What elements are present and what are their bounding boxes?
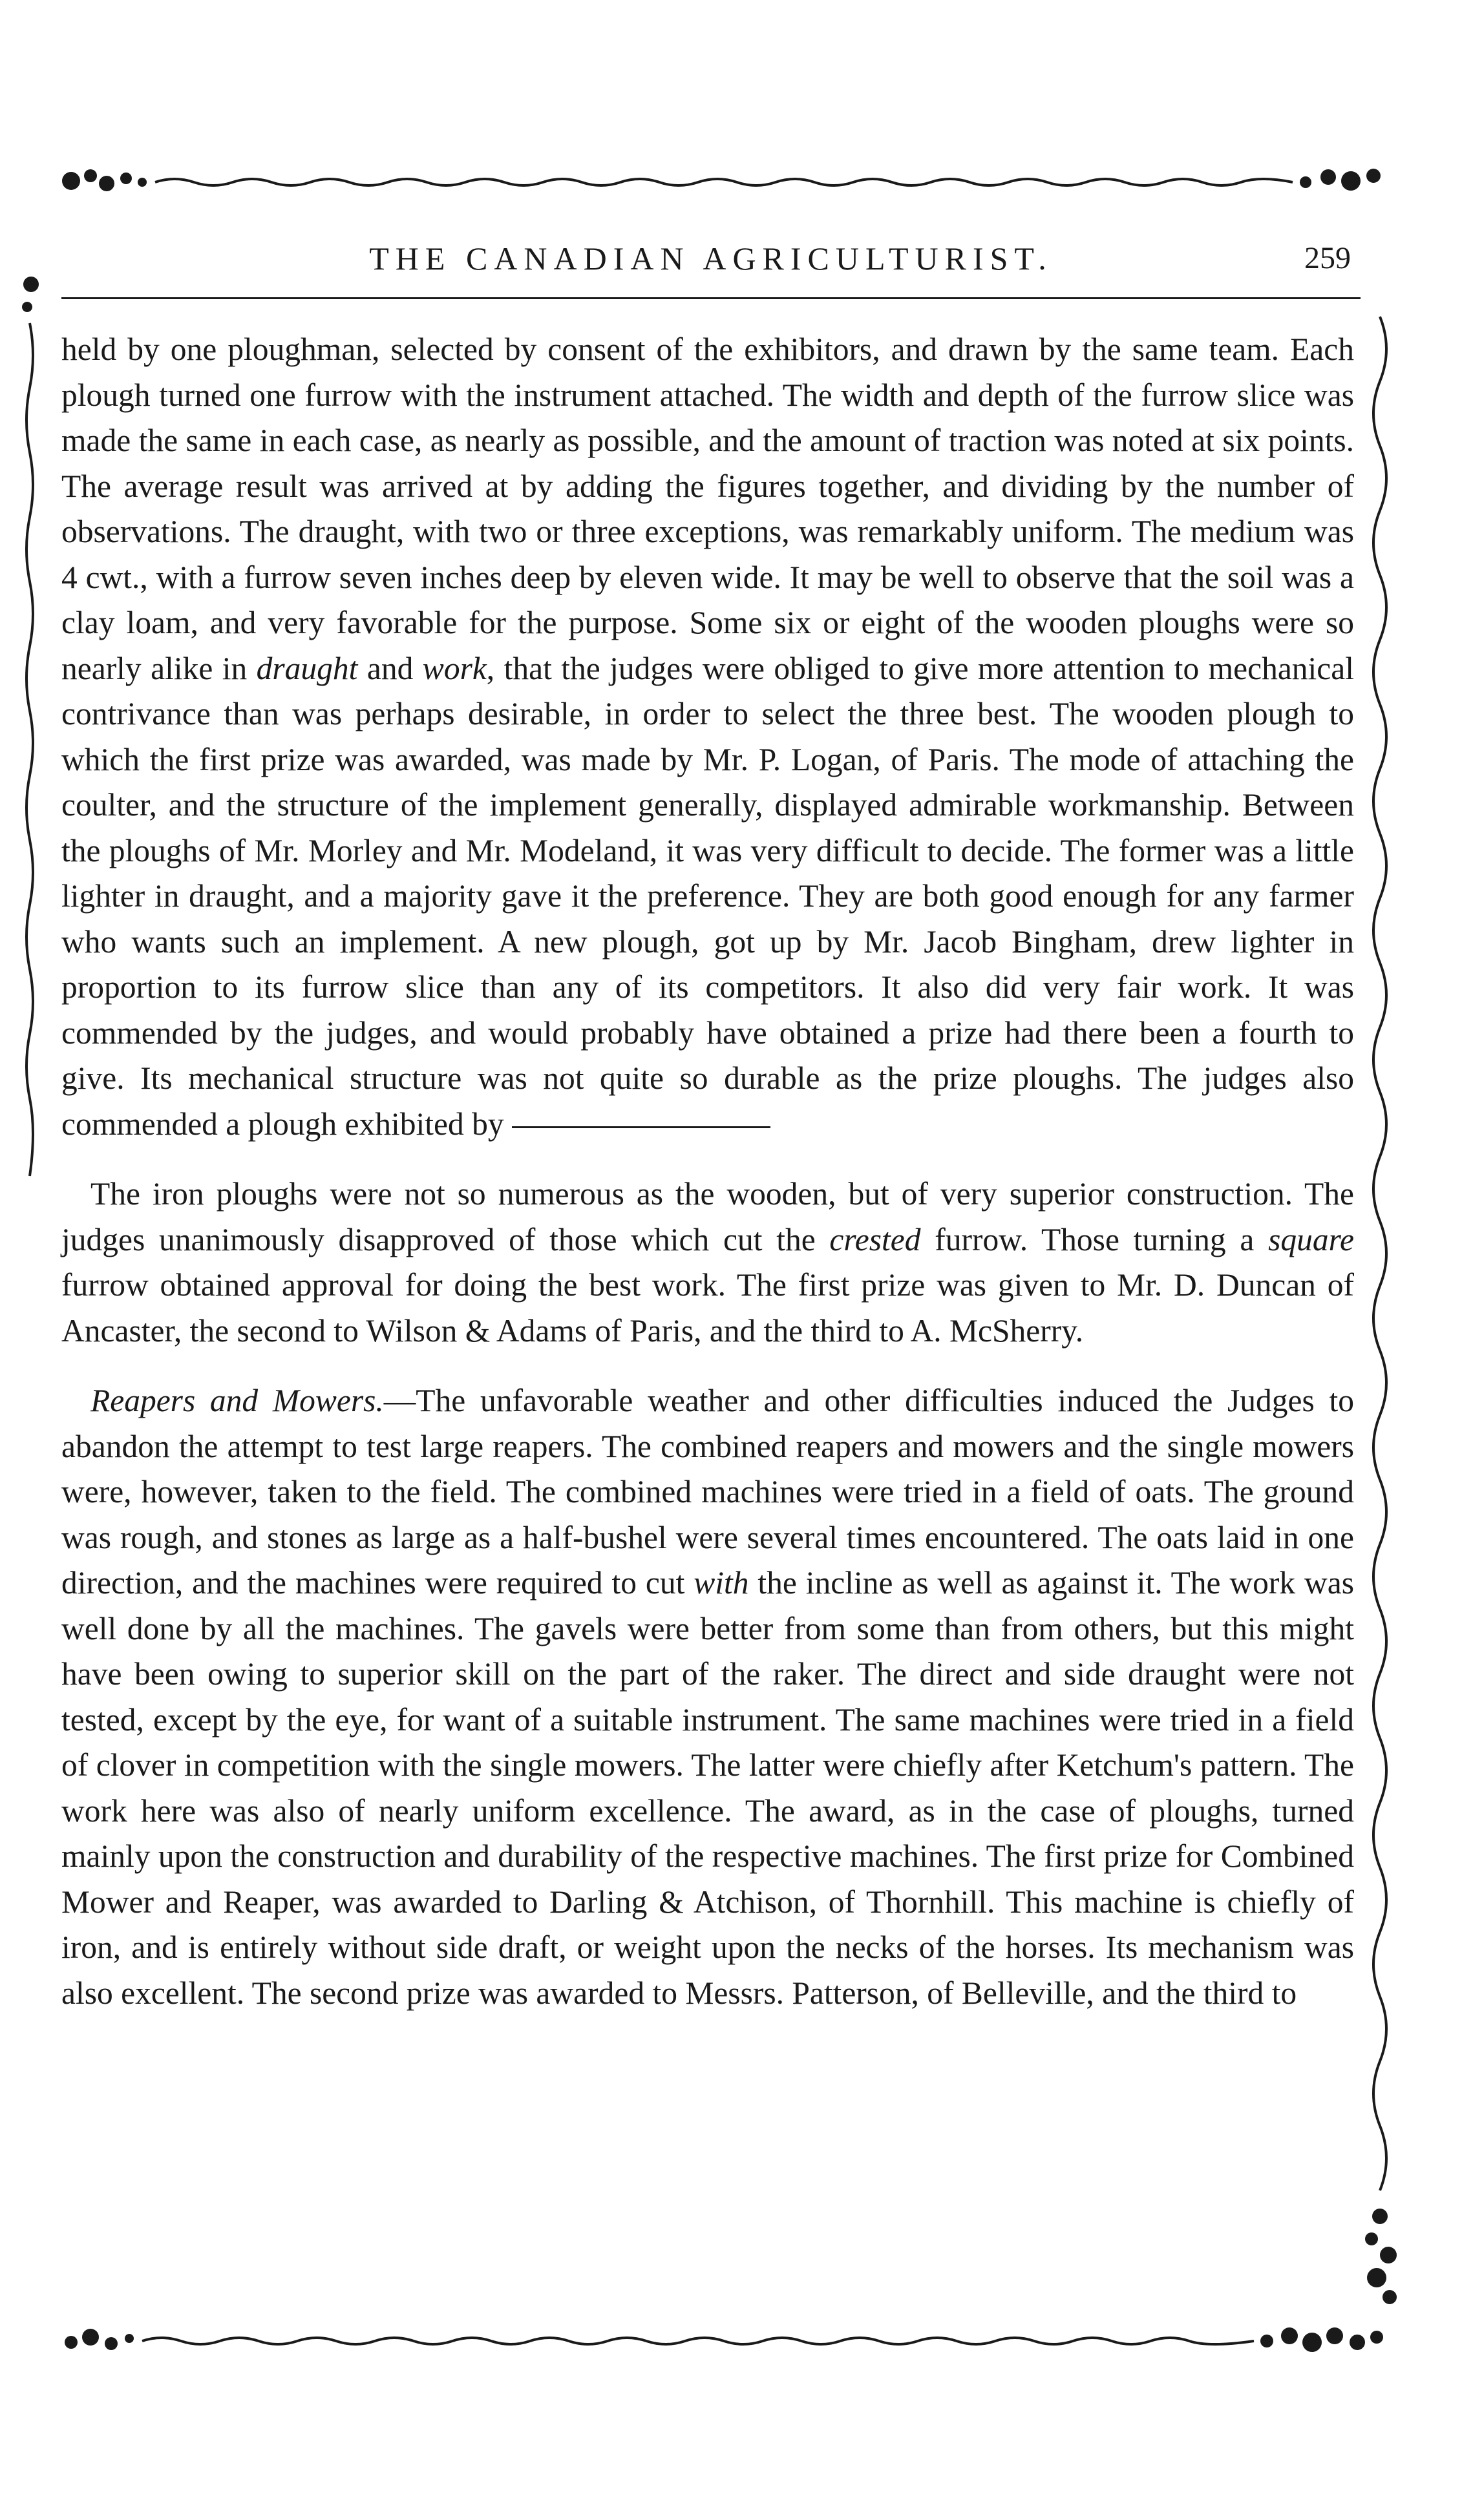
italic-term-draught: draught bbox=[256, 650, 358, 686]
text-run: furrow obtained approval for doing the best work. The first prize was given to Mr. D. Duncan of Ancaster, the second to Wilson & Adams of Paris, and the third to A. McSherry. bbox=[61, 1267, 1354, 1349]
left-ornament-border bbox=[12, 271, 50, 1189]
blank-dash-line bbox=[512, 1126, 770, 1128]
paragraph-reapers-mowers bbox=[61, 1378, 1354, 2016]
text-run: The iron ploughs were not so numerous as the wooden, but of very superior construction. The judges unanimously disapproved of those which cut the bbox=[61, 1176, 1354, 1257]
paragraph-ploughing-trial bbox=[61, 327, 1354, 1147]
italic-term-crested: crested bbox=[829, 1221, 921, 1257]
running-head bbox=[0, 233, 1462, 284]
text-run: and bbox=[357, 650, 423, 686]
text-run: the incline as well as against it. The work was well done by all the machines. The gavels were better from some than from others, but this might have been owing to superior skill on the part of the raker. The direct and side draught were not tested, except by the eye, for want of a suitable instrument. The same machines were tried in a field of clover in competition with the single mowers. The latter were chiefly after Ketchum's pattern. The work here was also of nearly uniform excellence. The award, as in the case of ploughs, turned mainly upon the construction and durability of the respective machines. The first prize for Combined Mower and Reaper, was awarded to Darling & Atchison, of Thornhill. This machine is chiefly of iron, and is entirely without side draft, or weight upon the necks of the horses. Its mechanism was also excellent. The second prize was awarded to Messrs. Patterson, of Belleville, and the third to bbox=[61, 1565, 1354, 2011]
page-number: 259 bbox=[1304, 241, 1351, 275]
running-title: THE CANADIAN AGRICULTURIST. bbox=[369, 240, 1053, 277]
italic-term-with: with bbox=[694, 1565, 749, 1601]
text-run: , that the judges were obliged to give more attention to mechanical contrivance than was perhaps desirable, in order to select the three best. The wooden plough to which the first prize was awarded, was made by Mr. P. Logan, of Paris. The mode of attaching the coulter, and the structure of the implement generally, displayed admirable workmanship. Between the ploughs of Mr. Morley and Mr. Modeland, it was very difficult to decide. The former was a little lighter in draught, and a majority gave it the preference. They are both good enough for any farmer who wants such an implement. A new plough, got up by Mr. Jacob Bingham, drew lighter in proportion to its furrow slice than any of its competitors. It also did very fair work. It was commended by the judges, and would probably have obtained a prize had there been a fourth to give. Its mechanical structure was not quite so durable as the prize ploughs. The judges also commended a plough exhibited by bbox=[61, 650, 1354, 1142]
italic-term-square: square bbox=[1268, 1221, 1354, 1257]
body-text bbox=[61, 327, 1354, 2016]
text-run: furrow. Those turning a bbox=[920, 1221, 1269, 1257]
italic-term-work: work bbox=[422, 650, 487, 686]
text-run: held by one ploughman, selected by consent of the exhibitors, and drawn by the same team. Each plough turned one furrow with the instrument attached. The width and depth of the furrow slice was made the same in each case, as nearly as possible, and the amount of traction was noted at six points. The average result was arrived at by adding the figures together, and dividing by the number of observations. The draught, with two or three exceptions, was remarkably uniform. The medium was 4 cwt., with a furrow seven inches deep by eleven wide. It may be well to observe that the soil was a clay loam, and very favorable for the purpose. Some six or eight of the wooden ploughs were so nearly alike in bbox=[61, 331, 1354, 686]
header-rule bbox=[61, 297, 1361, 299]
right-ornament-border bbox=[1351, 310, 1409, 2313]
section-heading-reapers-mowers: Reapers and Mowers. bbox=[90, 1383, 384, 1418]
paragraph-iron-ploughs bbox=[61, 1171, 1354, 1354]
bottom-ornament-border bbox=[52, 2316, 1390, 2368]
top-ornament-border bbox=[45, 162, 1390, 213]
text-run: —The unfavorable weather and other difficulties induced the Judges to abandon the attempt to test large reapers. The combined reapers and mowers and the single mowers were, however, taken to the field. The combined machines were tried in a field of oats. The ground was rough, and stones as large as a half-bushel were several times encountered. The oats laid in one direction, and the machines were required to cut bbox=[61, 1383, 1355, 1601]
